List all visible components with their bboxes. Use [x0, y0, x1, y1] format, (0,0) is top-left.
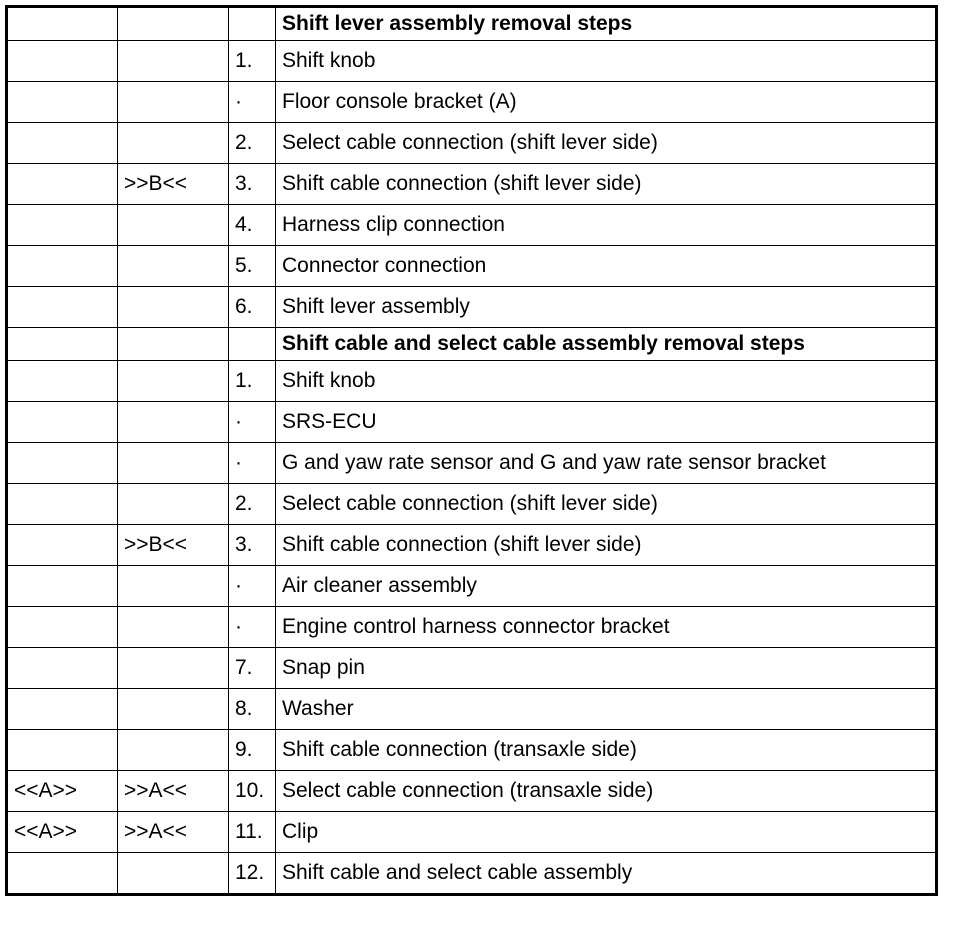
step-number-cell: 9.	[229, 730, 276, 771]
table-row	[7, 689, 937, 730]
section-heading-row	[7, 328, 937, 361]
section-title: Shift lever assembly removal steps	[276, 7, 937, 41]
table-row	[7, 730, 937, 771]
step-description-cell: Shift cable connection (shift lever side)	[276, 525, 937, 566]
step-description-cell: Shift lever assembly	[276, 287, 937, 328]
step-description-cell: Select cable connection (shift lever side)	[276, 484, 937, 525]
step-description-cell: Air cleaner assembly	[276, 566, 937, 607]
step-number-cell: 10.	[229, 771, 276, 812]
step-number-cell: 4.	[229, 205, 276, 246]
step-description-cell: Harness clip connection	[276, 205, 937, 246]
step-number-cell: 6.	[229, 287, 276, 328]
removal-mark-cell	[118, 205, 229, 246]
step-number-cell: ·	[229, 402, 276, 443]
step-number-cell: 2.	[229, 484, 276, 525]
step-number-cell: 1.	[229, 361, 276, 402]
step-description-cell: G and yaw rate sensor and G and yaw rate sensor bracket	[276, 443, 937, 484]
installation-mark-cell	[7, 402, 118, 443]
step-number-cell: 2.	[229, 123, 276, 164]
table-row	[7, 812, 937, 853]
removal-mark-cell: >>B<<	[118, 525, 229, 566]
removal-mark-cell	[118, 82, 229, 123]
table-row	[7, 648, 937, 689]
step-description-cell: Shift cable connection (shift lever side)	[276, 164, 937, 205]
installation-mark-cell	[7, 484, 118, 525]
removal-mark-cell	[118, 853, 229, 895]
installation-mark-cell: <<A>>	[7, 771, 118, 812]
installation-mark-cell	[7, 361, 118, 402]
step-description-cell: Select cable connection (shift lever side)	[276, 123, 937, 164]
table-row	[7, 361, 937, 402]
removal-mark-cell	[118, 7, 229, 41]
removal-mark-cell	[118, 246, 229, 287]
step-description-cell: Connector connection	[276, 246, 937, 287]
step-description-cell: Shift knob	[276, 361, 937, 402]
installation-mark-cell	[7, 689, 118, 730]
installation-mark-cell	[7, 82, 118, 123]
installation-mark-cell	[7, 525, 118, 566]
step-number-cell: ·	[229, 607, 276, 648]
step-number-cell: 3.	[229, 164, 276, 205]
removal-mark-cell	[118, 328, 229, 361]
removal-mark-cell	[118, 484, 229, 525]
removal-steps-body	[7, 7, 937, 895]
table-row	[7, 443, 937, 484]
installation-mark-cell	[7, 443, 118, 484]
step-description-cell: Select cable connection (transaxle side)	[276, 771, 937, 812]
step-number-cell	[229, 328, 276, 361]
installation-mark-cell	[7, 164, 118, 205]
installation-mark-cell	[7, 853, 118, 895]
installation-mark-cell	[7, 648, 118, 689]
section-title: Shift cable and select cable assembly removal steps	[276, 328, 937, 361]
table-row	[7, 287, 937, 328]
installation-mark-cell	[7, 123, 118, 164]
removal-steps-table	[5, 5, 938, 896]
step-description-cell: Floor console bracket (A)	[276, 82, 937, 123]
step-description-cell: SRS-ECU	[276, 402, 937, 443]
removal-mark-cell	[118, 730, 229, 771]
installation-mark-cell	[7, 7, 118, 41]
step-description-cell: Washer	[276, 689, 937, 730]
table-row	[7, 123, 937, 164]
step-description-cell: Shift cable and select cable assembly	[276, 853, 937, 895]
table-row	[7, 246, 937, 287]
step-number-cell	[229, 7, 276, 41]
installation-mark-cell	[7, 328, 118, 361]
table-row	[7, 402, 937, 443]
step-number-cell: 5.	[229, 246, 276, 287]
installation-mark-cell	[7, 607, 118, 648]
step-number-cell: ·	[229, 82, 276, 123]
step-description-cell: Shift cable connection (transaxle side)	[276, 730, 937, 771]
table-row	[7, 484, 937, 525]
step-number-cell: 8.	[229, 689, 276, 730]
removal-mark-cell	[118, 566, 229, 607]
step-description-cell: Clip	[276, 812, 937, 853]
step-number-cell: 3.	[229, 525, 276, 566]
table-row	[7, 853, 937, 895]
table-row	[7, 566, 937, 607]
table-row	[7, 205, 937, 246]
installation-mark-cell	[7, 566, 118, 607]
installation-mark-cell: <<A>>	[7, 812, 118, 853]
step-description-cell: Snap pin	[276, 648, 937, 689]
step-number-cell: ·	[229, 443, 276, 484]
table-row	[7, 164, 937, 205]
removal-mark-cell	[118, 443, 229, 484]
removal-mark-cell	[118, 607, 229, 648]
step-description-cell: Engine control harness connector bracket	[276, 607, 937, 648]
step-number-cell: 7.	[229, 648, 276, 689]
table-row	[7, 607, 937, 648]
table-row	[7, 41, 937, 82]
table-row	[7, 771, 937, 812]
installation-mark-cell	[7, 41, 118, 82]
step-number-cell: 11.	[229, 812, 276, 853]
installation-mark-cell	[7, 287, 118, 328]
removal-mark-cell	[118, 287, 229, 328]
removal-mark-cell	[118, 648, 229, 689]
removal-mark-cell	[118, 361, 229, 402]
step-number-cell: ·	[229, 566, 276, 607]
step-description-cell: Shift knob	[276, 41, 937, 82]
section-heading-row	[7, 7, 937, 41]
installation-mark-cell	[7, 246, 118, 287]
installation-mark-cell	[7, 205, 118, 246]
step-number-cell: 1.	[229, 41, 276, 82]
removal-mark-cell: >>A<<	[118, 812, 229, 853]
removal-mark-cell	[118, 41, 229, 82]
removal-mark-cell: >>B<<	[118, 164, 229, 205]
table-row	[7, 525, 937, 566]
removal-mark-cell	[118, 123, 229, 164]
removal-mark-cell	[118, 689, 229, 730]
table-row	[7, 82, 937, 123]
removal-mark-cell: >>A<<	[118, 771, 229, 812]
step-number-cell: 12.	[229, 853, 276, 895]
installation-mark-cell	[7, 730, 118, 771]
removal-mark-cell	[118, 402, 229, 443]
